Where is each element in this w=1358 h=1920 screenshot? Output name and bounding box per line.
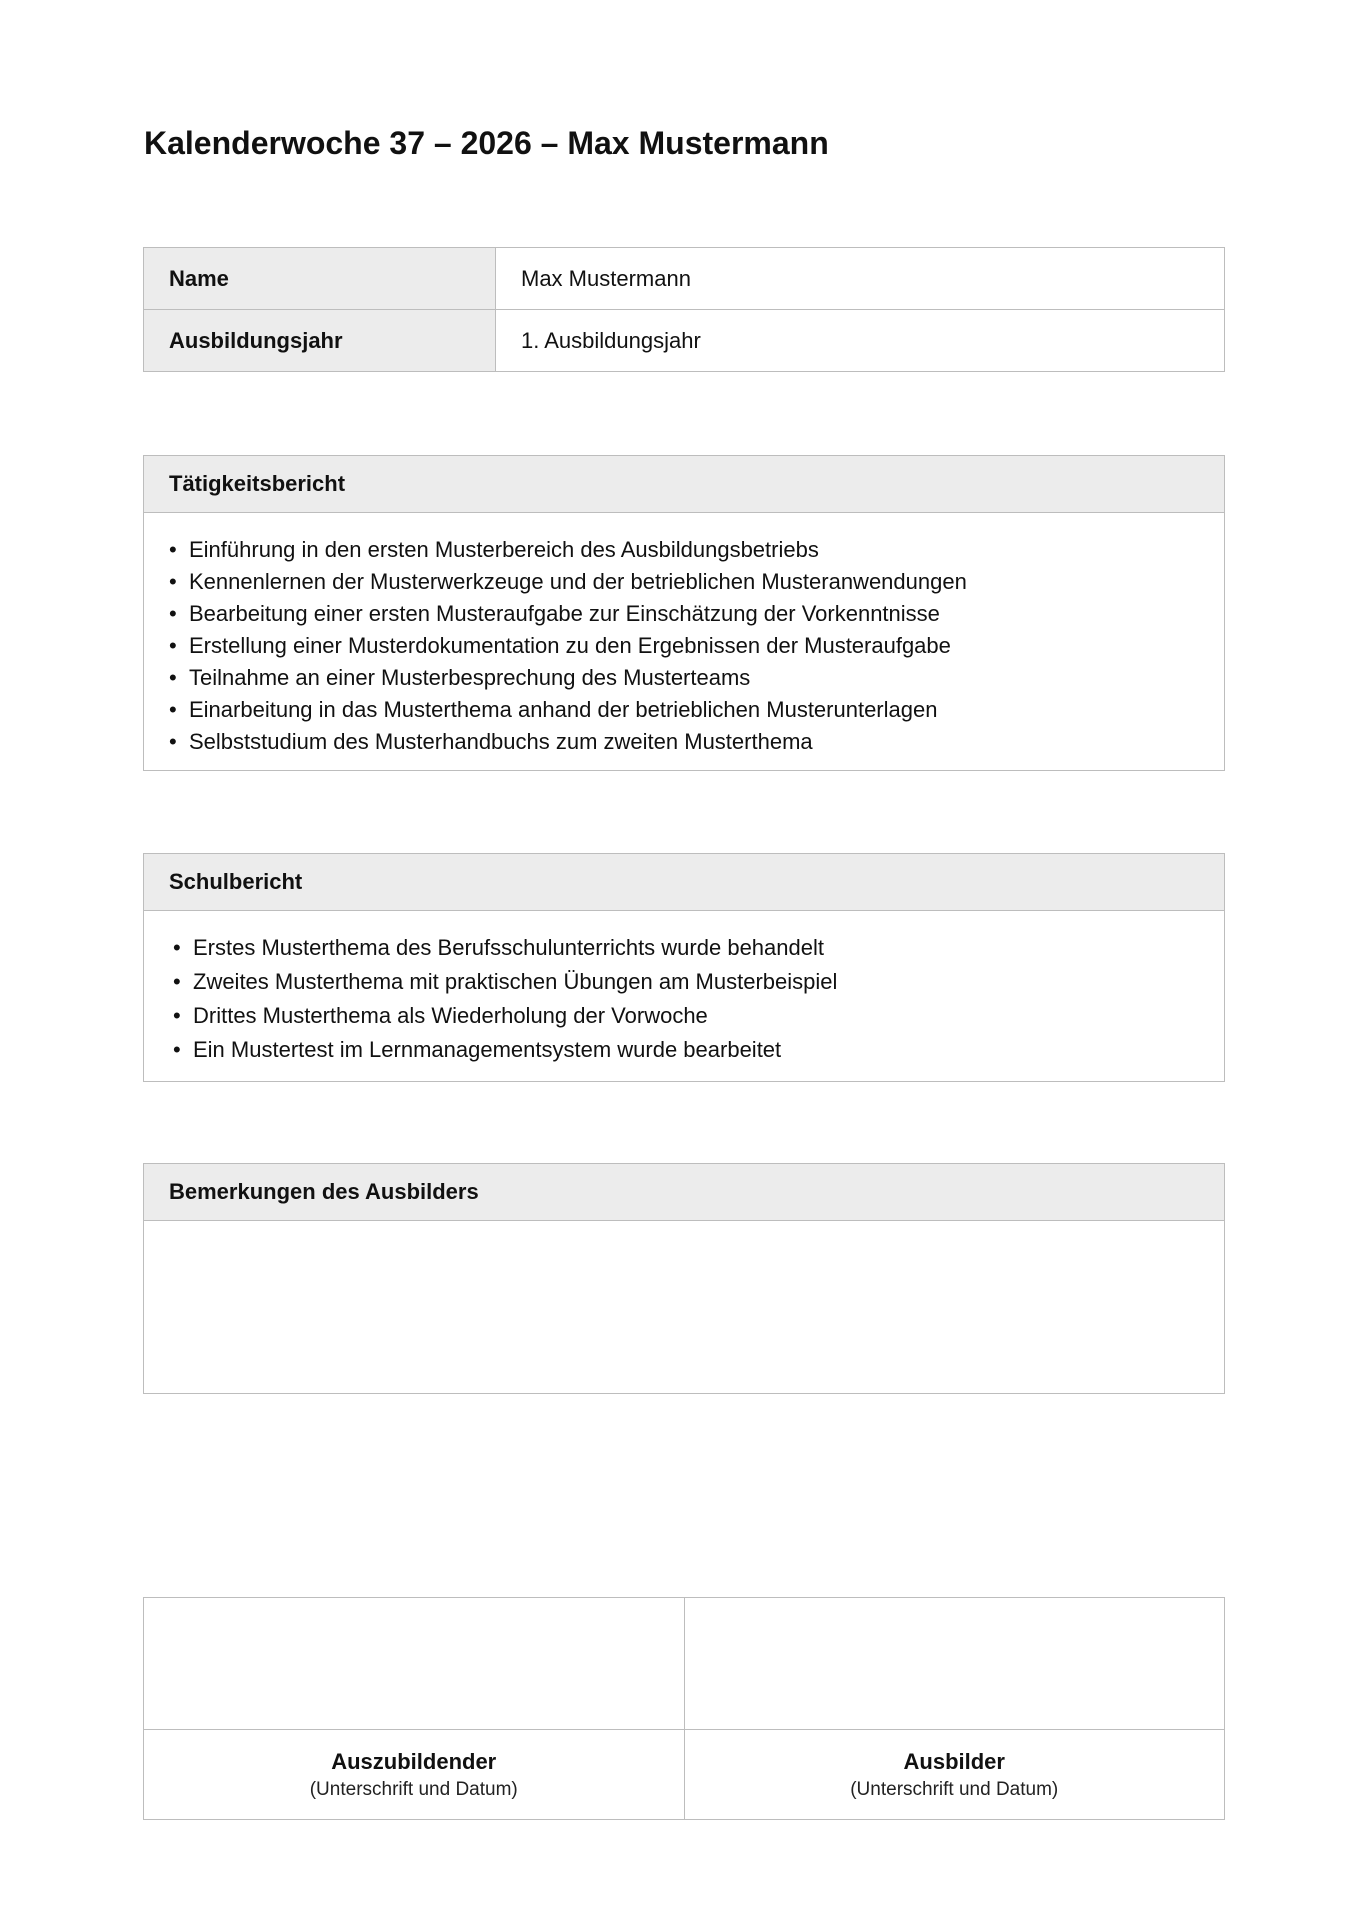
list-item-text: Teilnahme an einer Musterbesprechung des Musterteams: [189, 665, 751, 690]
list-item-text: Einarbeitung in das Musterthema anhand der betrieblichen Musterunterlagen: [189, 697, 938, 722]
list-item-text: Kennenlernen der Musterwerkzeuge und der betrieblichen Musteranwendungen: [189, 569, 967, 594]
info-table: [143, 247, 1225, 372]
list-item-text: Selbststudium des Musterhandbuchs zum zweiten Musterthema: [189, 729, 813, 754]
bemerkungen-heading: Bemerkungen des Ausbilders: [144, 1164, 1224, 1221]
trainee-signature-field: [144, 1598, 685, 1730]
trainer-hint: (Unterschrift und Datum): [850, 1778, 1059, 1800]
list-item-text: Drittes Musterthema als Wiederholung der Vorwoche: [193, 1003, 708, 1028]
list-item: [173, 999, 1224, 1033]
trainer-signature-field: [684, 1598, 1225, 1730]
taetigkeitsbericht-section: [143, 455, 1225, 771]
info-row-year: [144, 310, 1225, 372]
year-value: 1. Ausbildungsjahr: [496, 310, 1225, 372]
trainer-signature-label: [684, 1730, 1225, 1820]
bullet-icon: •: [173, 1003, 181, 1028]
list-item: [173, 1033, 1224, 1067]
list-item: [173, 965, 1224, 999]
name-label: Name: [144, 248, 496, 310]
list-item-text: Erstellung einer Musterdokumentation zu den Ergebnissen der Musteraufgabe: [189, 633, 951, 658]
list-item: [169, 694, 1224, 726]
taetigkeitsbericht-heading: Tätigkeitsbericht: [144, 456, 1224, 513]
signature-space-row: [144, 1598, 1225, 1730]
list-item-text: Zweites Musterthema mit praktischen Übungen am Musterbeispiel: [193, 969, 838, 994]
page-title: Kalenderwoche 37 – 2026 – Max Mustermann: [144, 125, 829, 161]
taetigkeitsbericht-list: [169, 534, 1224, 758]
list-item-text: Ein Mustertest im Lernmanagementsystem wurde bearbeitet: [193, 1037, 782, 1062]
list-item-text: Erstes Musterthema des Berufsschulunterrichts wurde behandelt: [193, 935, 824, 960]
bullet-icon: •: [169, 601, 177, 626]
bullet-icon: •: [173, 1037, 181, 1062]
bullet-icon: •: [169, 697, 177, 722]
trainee-signature-label: [144, 1730, 685, 1820]
schulbericht-heading: Schulbericht: [144, 854, 1224, 911]
bullet-icon: •: [169, 665, 177, 690]
schulbericht-body: [144, 911, 1224, 1067]
trainee-hint: (Unterschrift und Datum): [309, 1778, 518, 1800]
signature-table: [143, 1597, 1225, 1820]
list-item: [169, 662, 1224, 694]
bullet-icon: •: [169, 569, 177, 594]
trainer-role: Ausbilder: [903, 1748, 1005, 1774]
bullet-icon: •: [173, 935, 181, 960]
list-item-text: Bearbeitung einer ersten Musteraufgabe zur Einschätzung der Vorkenntnisse: [189, 601, 940, 626]
year-label: Ausbildungsjahr: [144, 310, 496, 372]
schulbericht-list: [173, 931, 1224, 1067]
list-item: [169, 630, 1224, 662]
schulbericht-section: [143, 853, 1225, 1082]
list-item: [173, 931, 1224, 965]
list-item: [169, 598, 1224, 630]
bemerkungen-section: [143, 1163, 1225, 1394]
list-item-text: Einführung in den ersten Musterbereich des Ausbildungsbetriebs: [189, 537, 819, 562]
bullet-icon: •: [169, 633, 177, 658]
trainee-role: Auszubildender: [331, 1748, 497, 1774]
name-value: Max Mustermann: [496, 248, 1225, 310]
info-row-name: [144, 248, 1225, 310]
signature-label-row: [144, 1730, 1225, 1820]
list-item: [169, 534, 1224, 566]
bullet-icon: •: [169, 537, 177, 562]
list-item: [169, 726, 1224, 758]
list-item: [169, 566, 1224, 598]
taetigkeitsbericht-body: [144, 513, 1224, 758]
bullet-icon: •: [173, 969, 181, 994]
bullet-icon: •: [169, 729, 177, 754]
